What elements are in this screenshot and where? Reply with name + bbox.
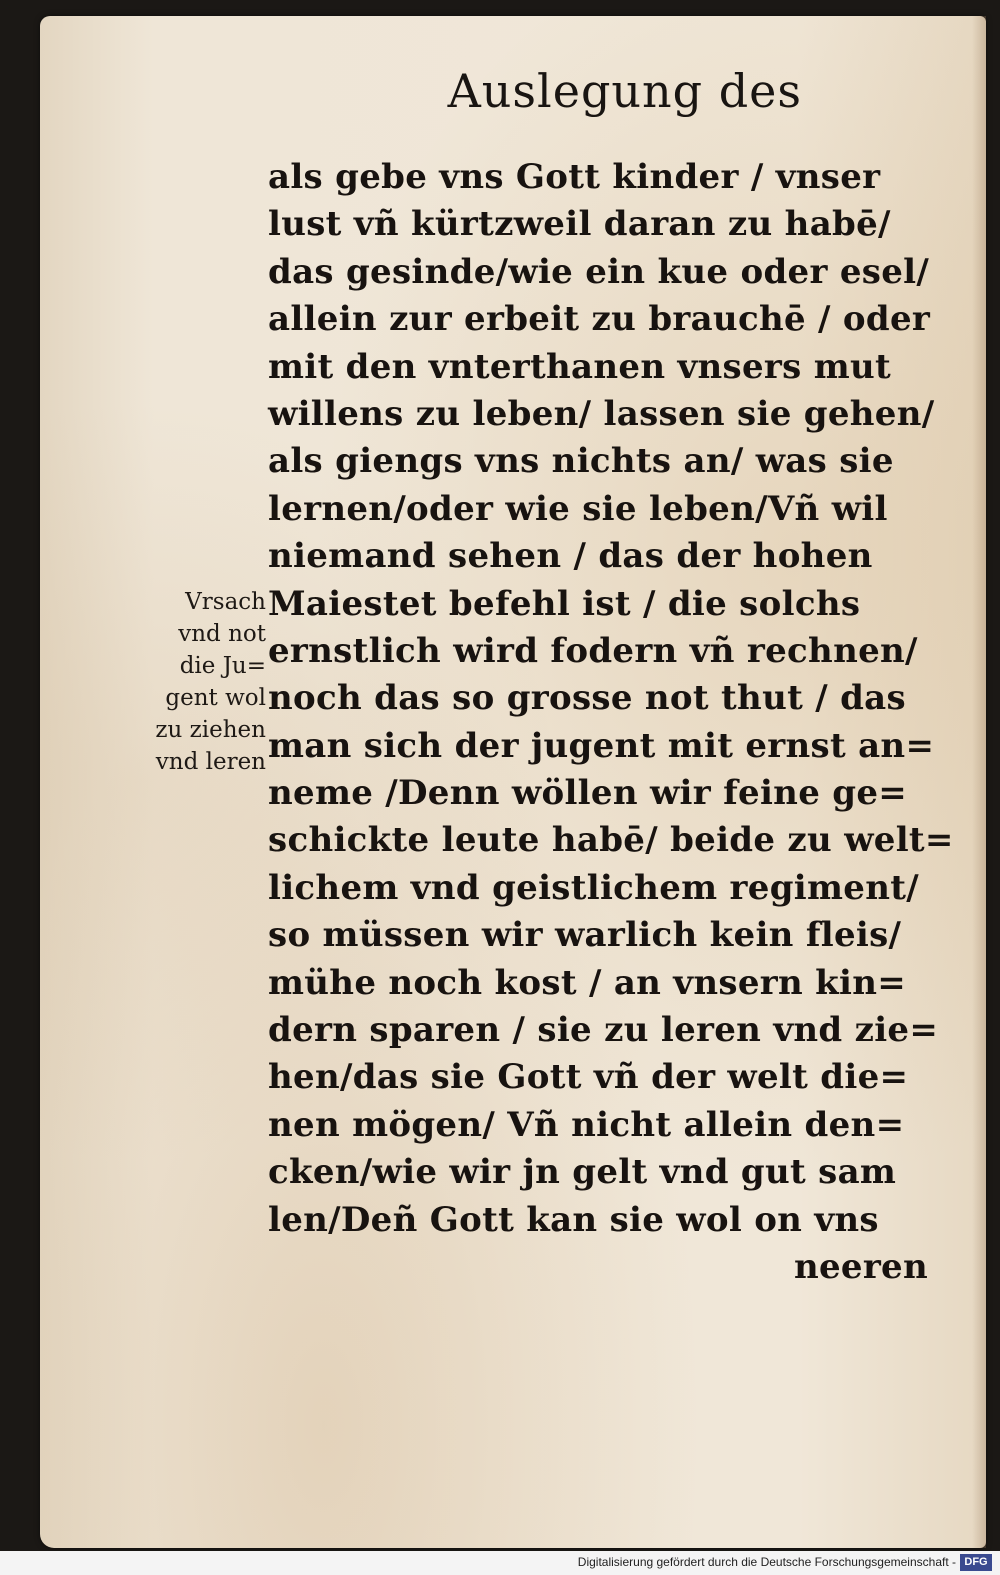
catchword: neeren — [793, 1246, 928, 1287]
text-line: als gebe vns Gott kinder / vnser — [268, 157, 881, 197]
margin-note-line: vnd not — [178, 621, 266, 647]
margin-note-line: zu ziehen — [155, 717, 266, 743]
text-line: allein zur erbeit zu brauchē / oder — [268, 299, 931, 340]
dfg-logo: DFG — [960, 1554, 992, 1571]
text-line: ernstlich wird fodern vñ rechnen/ — [268, 630, 918, 671]
text-line: nen mögen/ Vñ nicht allein den= — [268, 1104, 905, 1145]
text-line: als giengs vns nichts an/ was sie — [268, 441, 894, 482]
running-head: Auslegung des — [447, 64, 802, 118]
margin-note-line: die Ju= — [179, 653, 266, 679]
text-line: cken/wie wir jn gelt vnd gut sam — [268, 1152, 897, 1193]
text-line: willens zu leben/ lassen sie gehen/ — [268, 393, 935, 434]
margin-note-line: gent wol — [165, 685, 266, 711]
text-line: mit den vnterthanen vnsers mut — [268, 346, 892, 387]
digitization-footer — [0, 1551, 1000, 1575]
text-line: mühe noch kost / an vnsern kin= — [268, 962, 907, 1003]
text-line: lernen/oder wie sie leben/Vñ wil — [268, 488, 888, 529]
margin-note — [106, 586, 266, 778]
text-line: dern sparen / sie zu leren vnd zie= — [268, 1010, 939, 1051]
text-line: hen/das sie Gott vñ der welt die= — [268, 1057, 909, 1098]
text-line: lichem vnd geistlichem regiment/ — [268, 867, 919, 908]
margin-note-line: vnd leren — [155, 749, 266, 775]
text-line: lust vñ kürtzweil daran zu habē/ — [268, 204, 891, 245]
text-line: man sich der jugent mit ernst an= — [268, 725, 935, 766]
margin-note-line: Vrsach — [185, 589, 266, 615]
text-line: Maiestet befehl ist / die solchs — [268, 583, 861, 624]
text-line: schickte leute habē/ beide zu welt= — [268, 820, 954, 861]
text-line: neme /Denn wöllen wir feine ge= — [268, 773, 908, 814]
text-line: noch das so grosse not thut / das — [268, 678, 906, 719]
page-edge-shadow — [972, 16, 986, 1548]
main-text-block — [268, 154, 958, 1291]
text-line: len/Deñ Gott kan sie wol on vns — [268, 1199, 879, 1240]
text-line: das gesinde/wie ein kue oder esel/ — [268, 251, 930, 292]
book-page — [40, 16, 986, 1548]
footer-credit: Digitalisierung gefördert durch die Deutsche Forschungsgemeinschaft - — [577, 1555, 956, 1569]
text-line: so müssen wir warlich kein fleis/ — [268, 915, 902, 956]
text-line: niemand sehen / das der hohen — [268, 536, 873, 577]
